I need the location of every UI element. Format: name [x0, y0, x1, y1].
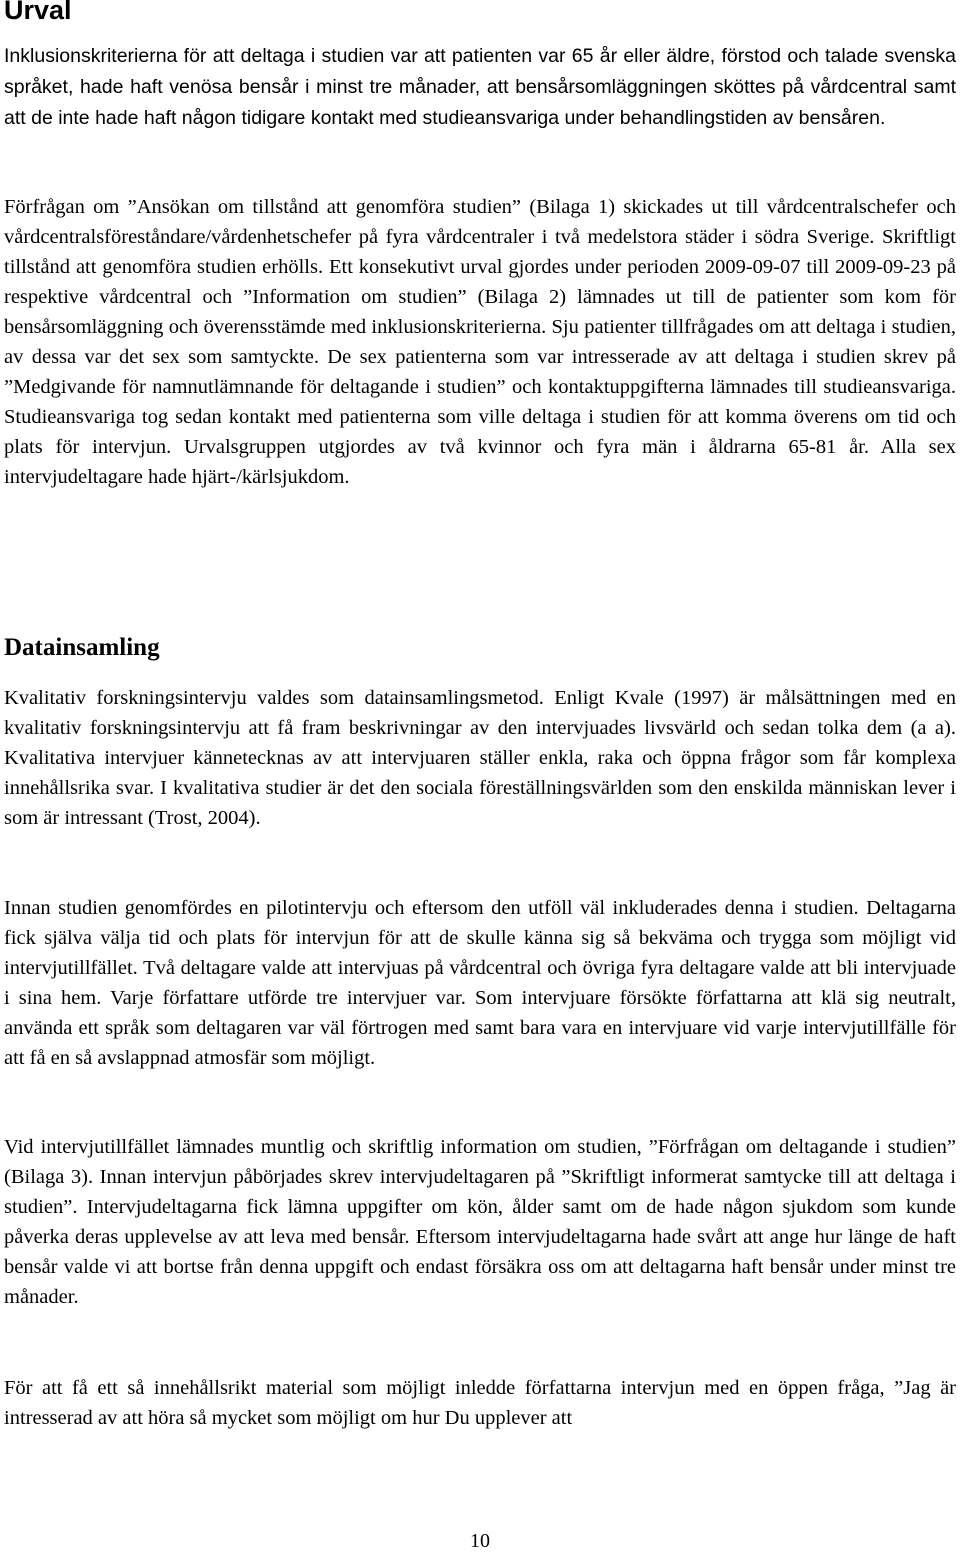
- heading-datainsamling: Datainsamling: [4, 634, 160, 661]
- paragraph-inclusion-criteria: Inklusionskriterierna för att deltaga i studien var att patienten var 65 år eller äldre, förstod och talade svenska språket, hade haft venösa bensår i minst tre månader, att bensårsomläggningen sköttes på vårdcentral samt att de inte hade haft någon tidigare kontakt med studieansvariga under behandlingstiden av bensåren.: [4, 45, 956, 129]
- paragraph-data-collection-method: Kvalitativ forskningsintervju valdes som datainsamlingsmetod. Enligt Kvale (1997) är målsättningen med en kvalitativ forskningsintervju att få fram beskrivningar av den intervjuades livsvärld och sedan tolka dem (a a). Kvalitativa intervjuer kännetecknas av att intervjuaren ställer enkla, raka och öppna frågor som får komplexa innehållsrika svar. I kvalitativa studier är det den sociala föreställningsvärlden som den enskilda människan lever i som är intressant (Trost, 2004).: [4, 687, 956, 829]
- paragraph-open-question: För att få ett så innehållsrikt material som möjligt inledde författarna intervjun med en öppen fråga, ”Jag är intresserad av att höra så mycket som möjligt om hur Du upplever att: [4, 1377, 956, 1429]
- page-number: 10: [470, 1530, 490, 1552]
- paragraph-pilot-interview: Innan studien genomfördes en pilotintervju och eftersom den utföll väl inkluderades denna i studien. Deltagarna fick själva välja tid och plats för intervjun för att de skulle känna sig så bekväma och trygga som möjligt vid intervjutillfället. Två deltagare valde att intervjuas på vårdcentral och övriga fyra deltagare valde att bli intervjuade i sina hem. Varje författare utförde tre intervjuer var. Som intervjuare försökte författarna att klä sig neutralt, använda ett språk som deltagaren var väl förtrogen med samt bara vara en intervjuare vid varje intervjutillfälle för att få en så avslappnad atmosfär som möjligt.: [4, 897, 956, 1069]
- paragraph-selection-process: Förfrågan om ”Ansökan om tillstånd att genomföra studien” (Bilaga 1) skickades ut till vårdcentralschefer och vårdcentralsföreståndare/vårdenhetschefer på fyra vårdcentraler i två medelstora städer i södra Sverige. Skriftligt tillstånd att genomföra studien erhölls. Ett konsekutivt urval gjordes under perioden 2009-09-07 till 2009-09-23 på respektive vårdcentral och ”Information om studien” (Bilaga 2) lämnades ut till de patienter som kom för bensårsomläggning och överensstämde med inklusionskriterierna. Sju patienter tillfrågades om att deltaga i studien, av dessa var det sex som samtyckte. De sex patienterna som var intresserade av att deltaga i studien skrev på ”Medgivande för namnutlämnande för deltagande i studien” och kontaktuppgifterna lämnades till studieansvariga. Studieansvariga tog sedan kontakt med patienterna som ville deltaga i studien för att komma överens om tid och plats för intervjun. Urvalsgruppen utgjordes av två kvinnor och fyra män i åldrarna 65-81 år. Alla sex intervjudeltagare hade hjärt-/kärlsjukdom.: [4, 196, 956, 488]
- heading-urval: Urval: [4, 0, 72, 25]
- paragraph-interview-information: Vid intervjutillfället lämnades muntlig och skriftlig information om studien, ”Förfrågan om deltagande i studien” (Bilaga 3). Innan intervjun påbörjades skrev intervjudeltagaren på ”Skriftligt informerat samtycke till att deltaga i studien”. Intervjudeltagarna fick lämna uppgifter om kön, ålder samt om de hade någon sjukdom som kunde påverka deras upplevelse av att leva med bensår. Eftersom intervjudeltagarna hade svårt att ange hur länge de haft bensår valde vi att bortse från denna uppgift och endast försäkra oss om att deltagarna haft bensår under minst tre månader.: [4, 1136, 956, 1308]
